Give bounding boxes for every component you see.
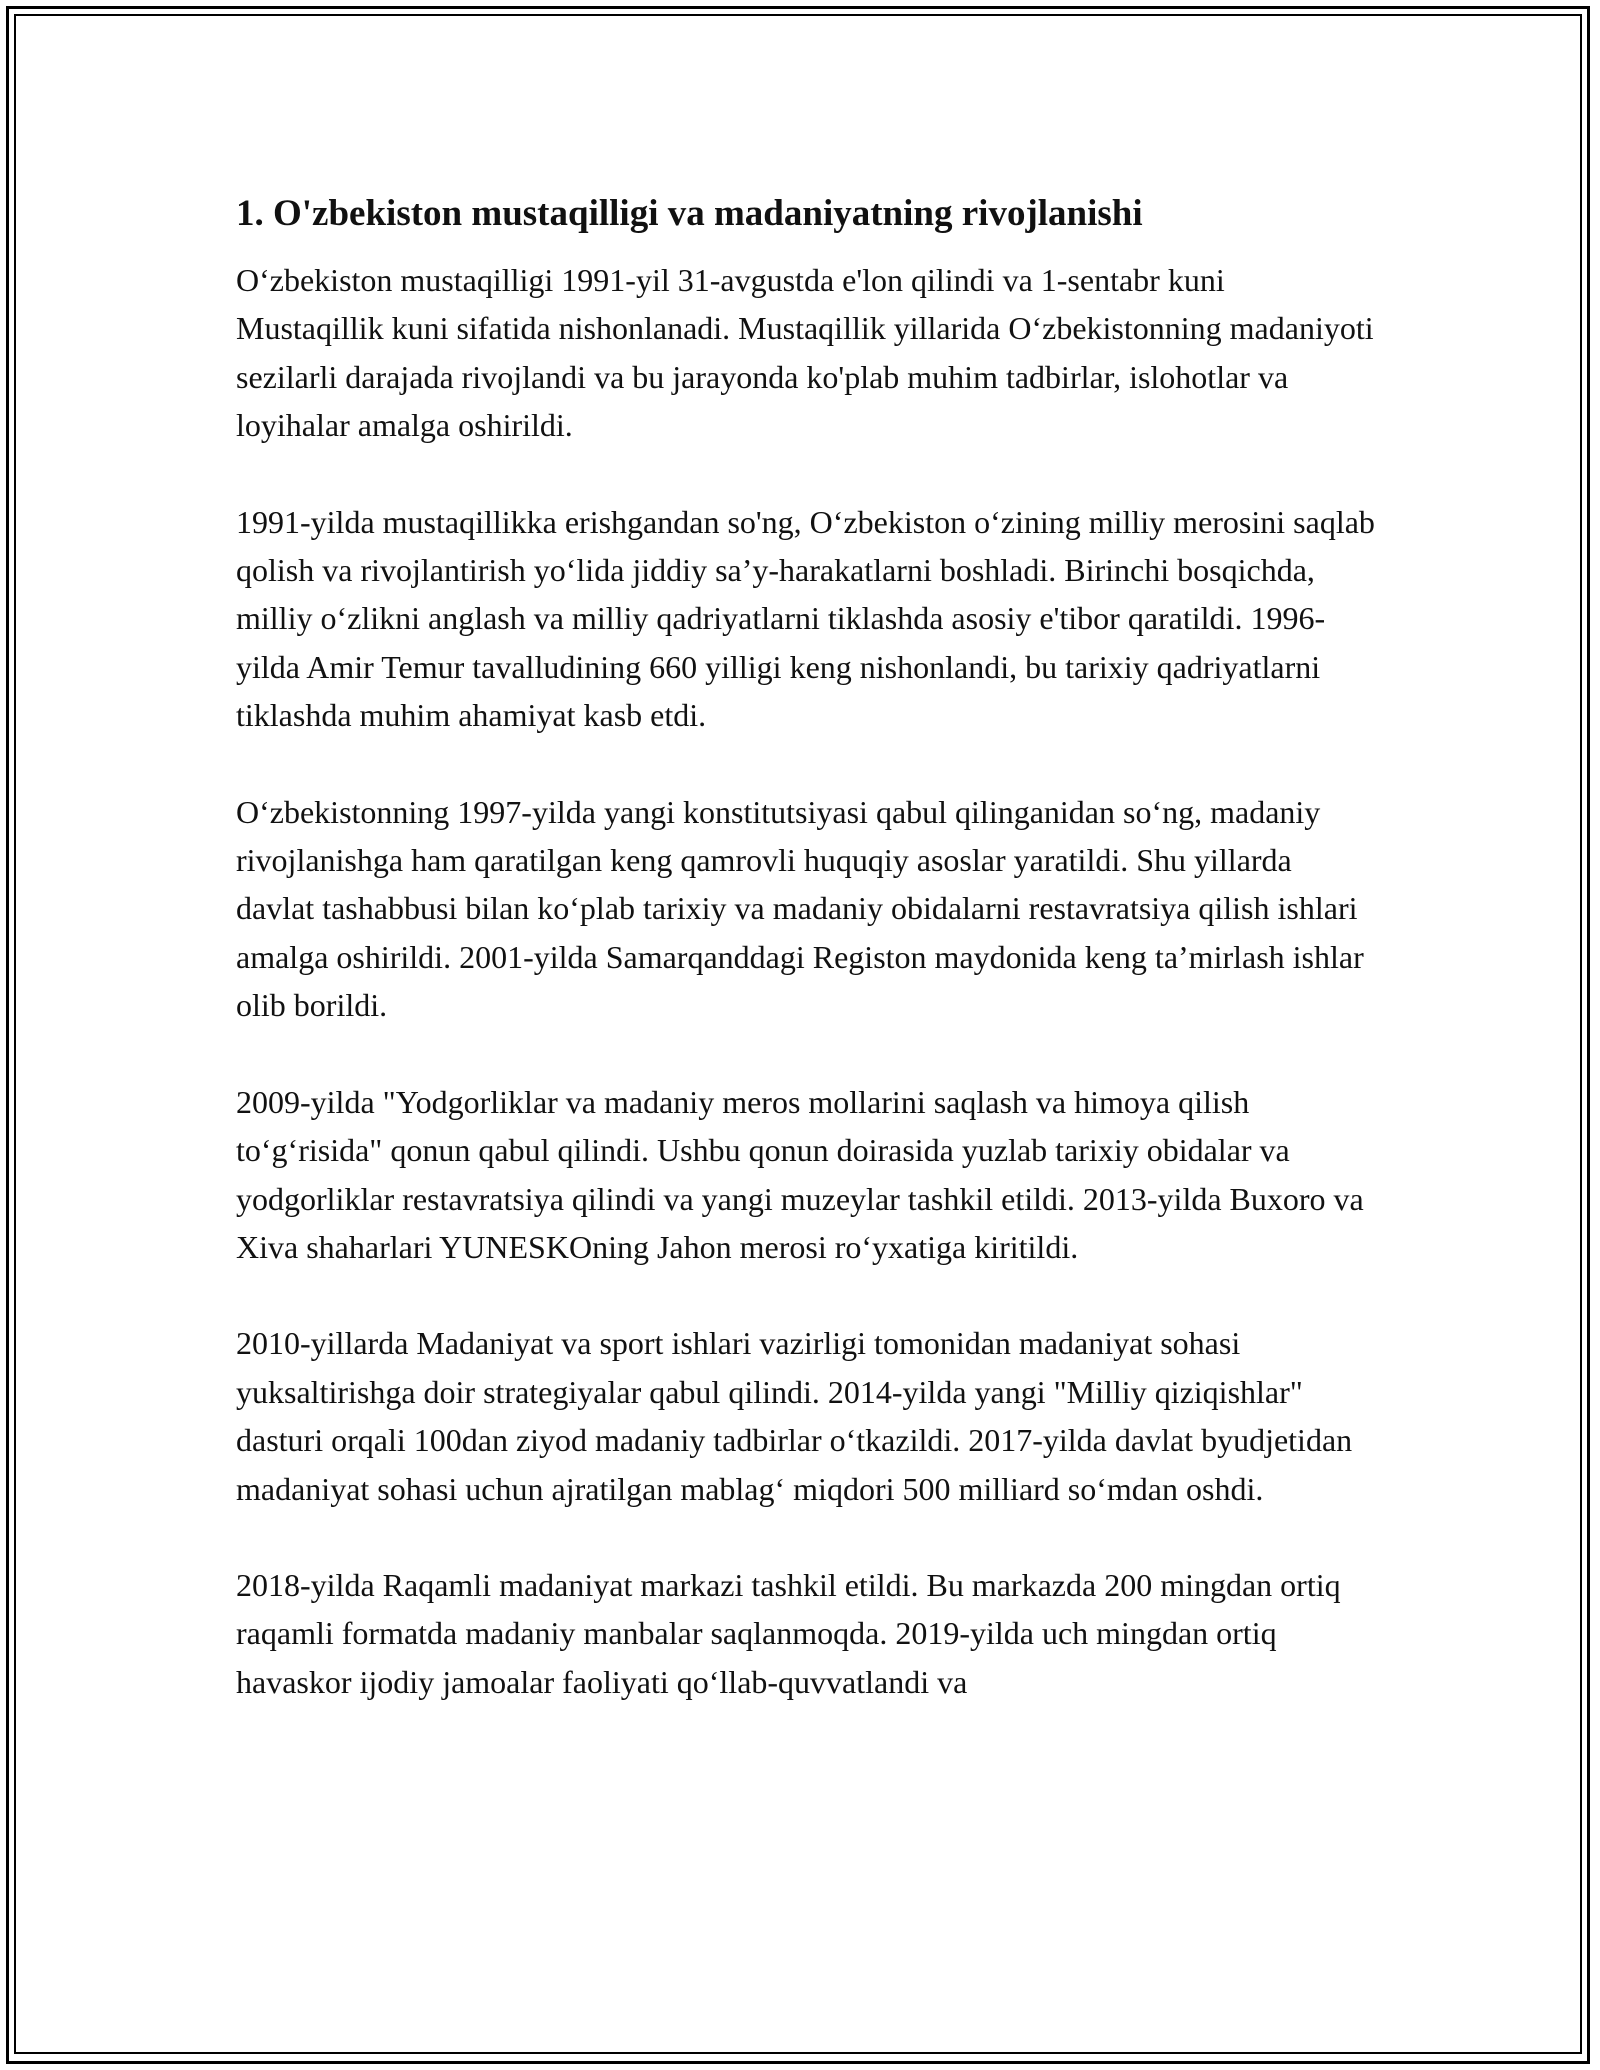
section-title: 1. O'zbekiston mustaqilligi va madaniyatning rivojlanishi	[236, 193, 1143, 234]
paragraph-constitution: O‘zbekistonning 1997-yilda yangi konstitutsiyasi qabul qilinganidan so‘ng, madaniy rivojlanishga ham qaratilgan keng qamrovli huquqiy asoslar yaratildi. Shu yillarda davlat tashabbusi bilan ko‘plab tarixiy va madaniy obidalarni restavratsiya qilish ishlari amalga oshirildi. 2001-yilda Samarqanddagi Registon maydonida keng ta’mirlash ishlar olib borildi.	[236, 793, 1364, 1024]
paragraph-monuments-law: 2009-yilda "Yodgorliklar va madaniy meros mollarini saqlash va himoya qilish to‘g‘risida" qonun qabul qilindi. Ushbu qonun doirasida yuzlab tarixiy obidalar va yodgorliklar restavratsiya qilindi va yangi muzeylar tashkil etildi. 2013-yilda Buxoro va Xiva shaharlari YUNESKOning Jahon merosi ro‘yxatiga kiritildi.	[236, 1083, 1364, 1265]
paragraph-ministry-strategy: 2010-yillarda Madaniyat va sport ishlari vazirligi tomonidan madaniyat sohasi yuksaltirishga doir strategiyalar qabul qilindi. 2014-yilda yangi "Milliy qiziqishlar" dasturi orqali 100dan ziyod madaniy tadbirlar o‘tkazildi. 2017-yilda davlat byudjetidan madaniyat sohasi uchun ajratilgan mablag‘ miqdori 500 milliard so‘mdan oshdi.	[236, 1325, 1353, 1507]
paragraph-heritage: 1991-yilda mustaqillikka erishgandan so'ng, O‘zbekiston o‘zining milliy merosini saqlab qolish va rivojlantirish yo‘lida jiddiy sa’y-harakatlarni boshladi. Birinchi bosqichda, milliy o‘zlikni anglash va milliy qadriyatlarni tiklashda asosiy e'tibor qaratildi. 1996-yilda Amir Temur tavalludining 660 yilligi keng nishonlandi, bu tarixiy qadriyatlarni tiklashda muhim ahamiyat kasb etdi.	[236, 503, 1375, 734]
paragraph-independence: O‘zbekiston mustaqilligi 1991-yil 31-avgustda e'lon qilindi va 1-sentabr kuni Mustaqillik kuni sifatida nishonlanadi. Mustaqillik yillarida O‘zbekistonning madaniyoti sezilarli darajada rivojlandi va bu jarayonda ko'plab muhim tadbirlar, islohotlar va loyihalar amalga oshirildi.	[236, 262, 1374, 444]
paragraph-digital-culture: 2018-yilda Raqamli madaniyat markazi tashkil etildi. Bu markazda 200 mingdan ortiq raqamli formatda madaniy manbalar saqlanmoqda. 2019-yilda uch mingdan ortiq havaskor ijodiy jamoalar faoliyati qo‘llab-quvvatlandi va	[236, 1566, 1341, 1700]
document-body	[236, 186, 1376, 1754]
